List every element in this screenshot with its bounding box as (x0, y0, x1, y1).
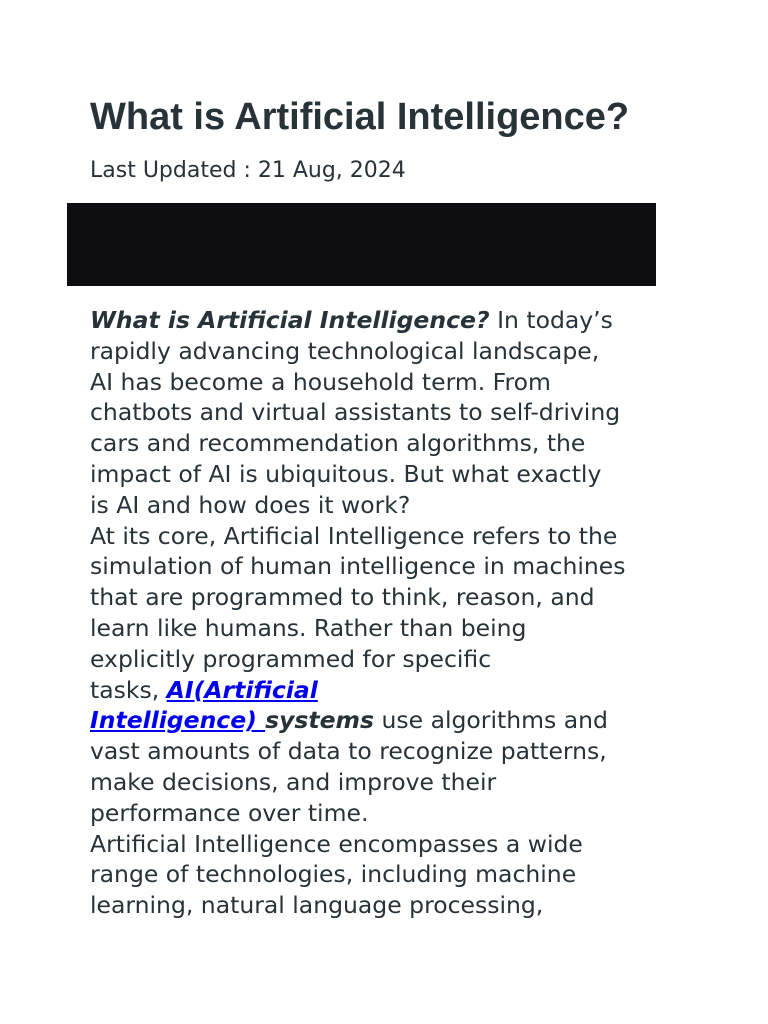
body-line: cars and recommendation algorithms, the (90, 429, 586, 458)
body-line: Artificial Intelligence encompasses a wide (90, 829, 583, 858)
body-line: learning, natural language processing, (90, 891, 544, 920)
body-line: vast amounts of data to recognize patterns, (90, 737, 607, 766)
ai-article-link[interactable]: AI(Artificial (166, 675, 318, 704)
body-line: range of technologies, including machine (90, 860, 577, 889)
media-banner (67, 203, 656, 286)
lead-question: What is Artificial Intelligence? (90, 306, 490, 334)
body-line: is AI and how does it work? (90, 490, 411, 519)
article-body (90, 305, 690, 921)
last-updated-date: Last Updated : 21 Aug, 2024 (90, 158, 406, 183)
body-line: simulation of human intelligence in machines (90, 552, 626, 581)
article-title: What is Artificial Intelligence? (90, 96, 630, 138)
body-text: use algorithms and (374, 706, 608, 735)
body-line: impact of AI is ubiquitous. But what exactly (90, 459, 602, 488)
body-line: explicitly programmed for specific (90, 644, 492, 673)
body-line: chatbots and virtual assistants to self-driving (90, 398, 621, 427)
ai-article-link-continued[interactable]: Intelligence) (90, 706, 266, 735)
body-line (90, 705, 690, 736)
body-line: make decisions, and improve their (90, 767, 497, 796)
body-line: At its core, Artificial Intelligence refers to the (90, 521, 618, 550)
body-line: learn like humans. Rather than being (90, 613, 527, 642)
systems-emphasis: systems (265, 706, 375, 735)
body-line: rapidly advancing technological landscape, (90, 336, 600, 365)
body-text: tasks, (90, 675, 167, 704)
body-line: that are programmed to think, reason, and (90, 583, 595, 612)
body-line (90, 675, 690, 706)
body-text: In today’s (489, 306, 613, 334)
body-line: performance over time. (90, 798, 369, 827)
body-line (90, 305, 690, 336)
body-line: AI has become a household term. From (90, 367, 551, 396)
